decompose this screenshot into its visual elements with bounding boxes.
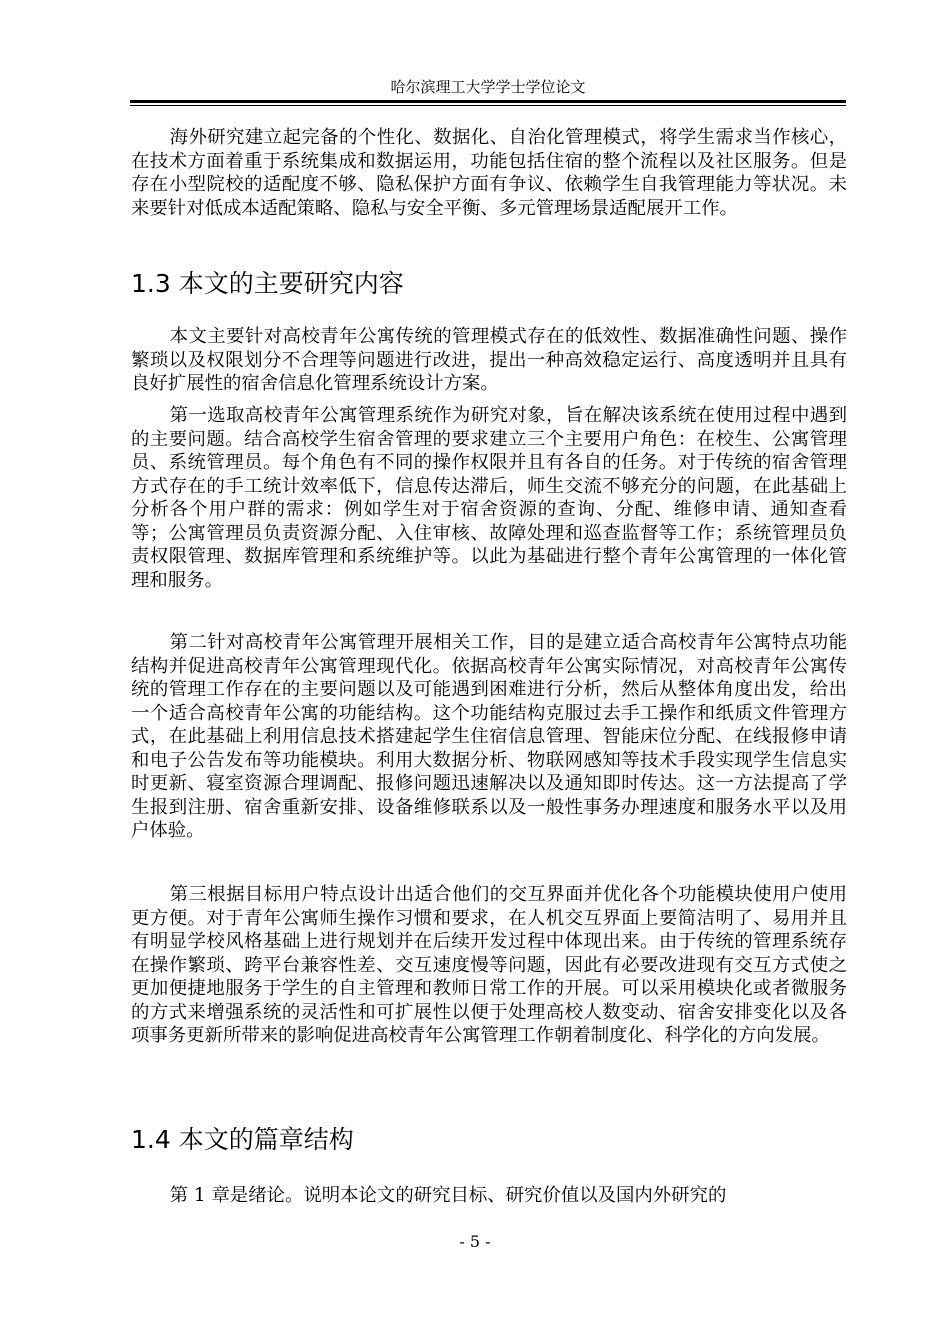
paragraph-overseas-research: 海外研究建立起完备的个性化、数据化、自治化管理模式，将学生需求当作核心，在技术方面着重于系统集成和数据运用，功能包括住宿的整个流程以及社区服务。但是存在小型院校的适配度不够、隐私保护方面有争议、依赖学生自我管理能力等状况。未来要针对低成本适配策略、隐私与安全平衡、多元管理场景适配展开工作。 (131, 127, 847, 219)
paragraph-main-research-intro: 本文主要针对高校青年公寓传统的管理模式存在的低效性、数据准确性问题、操作繁琐以及权限划分不合理等问题进行改进，提出一种高效稳定运行、高度透明并且具有良好扩展性的宿舍信息化管理系统设计方案。 (131, 326, 847, 394)
page-number: - 5 - (459, 1232, 491, 1251)
header-rule-thin (130, 105, 846, 106)
section-heading-1-4: 1.4 本文的篇章结构 (131, 1125, 354, 1154)
section-heading-1-3: 1.3 本文的主要研究内容 (131, 269, 404, 298)
running-header-title: 哈尔滨理工大学学士学位论文 (390, 78, 586, 96)
paragraph-second-point: 第二针对高校青年公寓管理开展相关工作，目的是建立适合高校青年公寓特点功能结构并促进高校青年公寓管理现代化。依据高校青年公寓实际情况，对高校青年公寓传统的管理工作存在的主要问题以及可能遇到困难进行分析，然后从整体角度出发，给出一个适合高校青年公寓的功能结构。这个功能结构克服过去手工操作和纸质文件管理方式，在此基础上利用信息技术搭建起学生住宿信息管理、智能床位分配、在线报修申请和电子公告发布等功能模块。利用大数据分析、物联网感知等技术手段实现学生信息实时更新、寝室资源合理调配、报修问题迅速解决以及通知即时传达。这一方法提高了学生报到注册、宿舍重新安排、设备维修联系以及一般性事务办理速度和服务水平以及用户体验。 (131, 632, 847, 841)
paragraph-third-point: 第三根据目标用户特点设计出适合他们的交互界面并优化各个功能模块使用户使用更方便。对于青年公寓师生操作习惯和要求，在人机交互界面上要简洁明了、易用并且有明显学校风格基础上进行规划并在后续开发过程中体现出来。由于传统的管理系统存在操作繁琐、跨平台兼容性差、交互速度慢等问题，因此有必要改进现有交互方式使之更加便捷地服务于学生的自主管理和教师日常工作的开展。可以采用模块化或者微服务的方式来增强系统的灵活性和可扩展性以便于处理高校人数变动、宿舍安排变化以及各项事务更新所带来的影响促进高校青年公寓管理工作朝着制度化、科学化的方向发展。 (131, 884, 847, 1046)
header-rule-thick (130, 100, 846, 103)
paragraph-chapter-1: 第 1 章是绪论。说明本论文的研究目标、研究价值以及国内外研究的 (169, 1185, 727, 1206)
paragraph-first-point: 第一选取高校青年公寓管理系统作为研究对象，旨在解决该系统在使用过程中遇到的主要问题。结合高校学生宿舍管理的要求建立三个主要用户角色：在校生、公寓管理员、系统管理员。每个角色有不同的操作权限并且有各自的任务。对于传统的宿舍管理方式存在的手工统计效率低下，信息传达滞后，师生交流不够充分的问题，在此基础上分析各个用户群的需求：例如学生对于宿舍资源的查询、分配、维修申请、通知查看等；公寓管理员负责资源分配、入住审核、故障处理和巡查监督等工作；系统管理员负责权限管理、数据库管理和系统维护等。以此为基础进行整个青年公寓管理的一体化管理和服务。 (131, 405, 847, 591)
